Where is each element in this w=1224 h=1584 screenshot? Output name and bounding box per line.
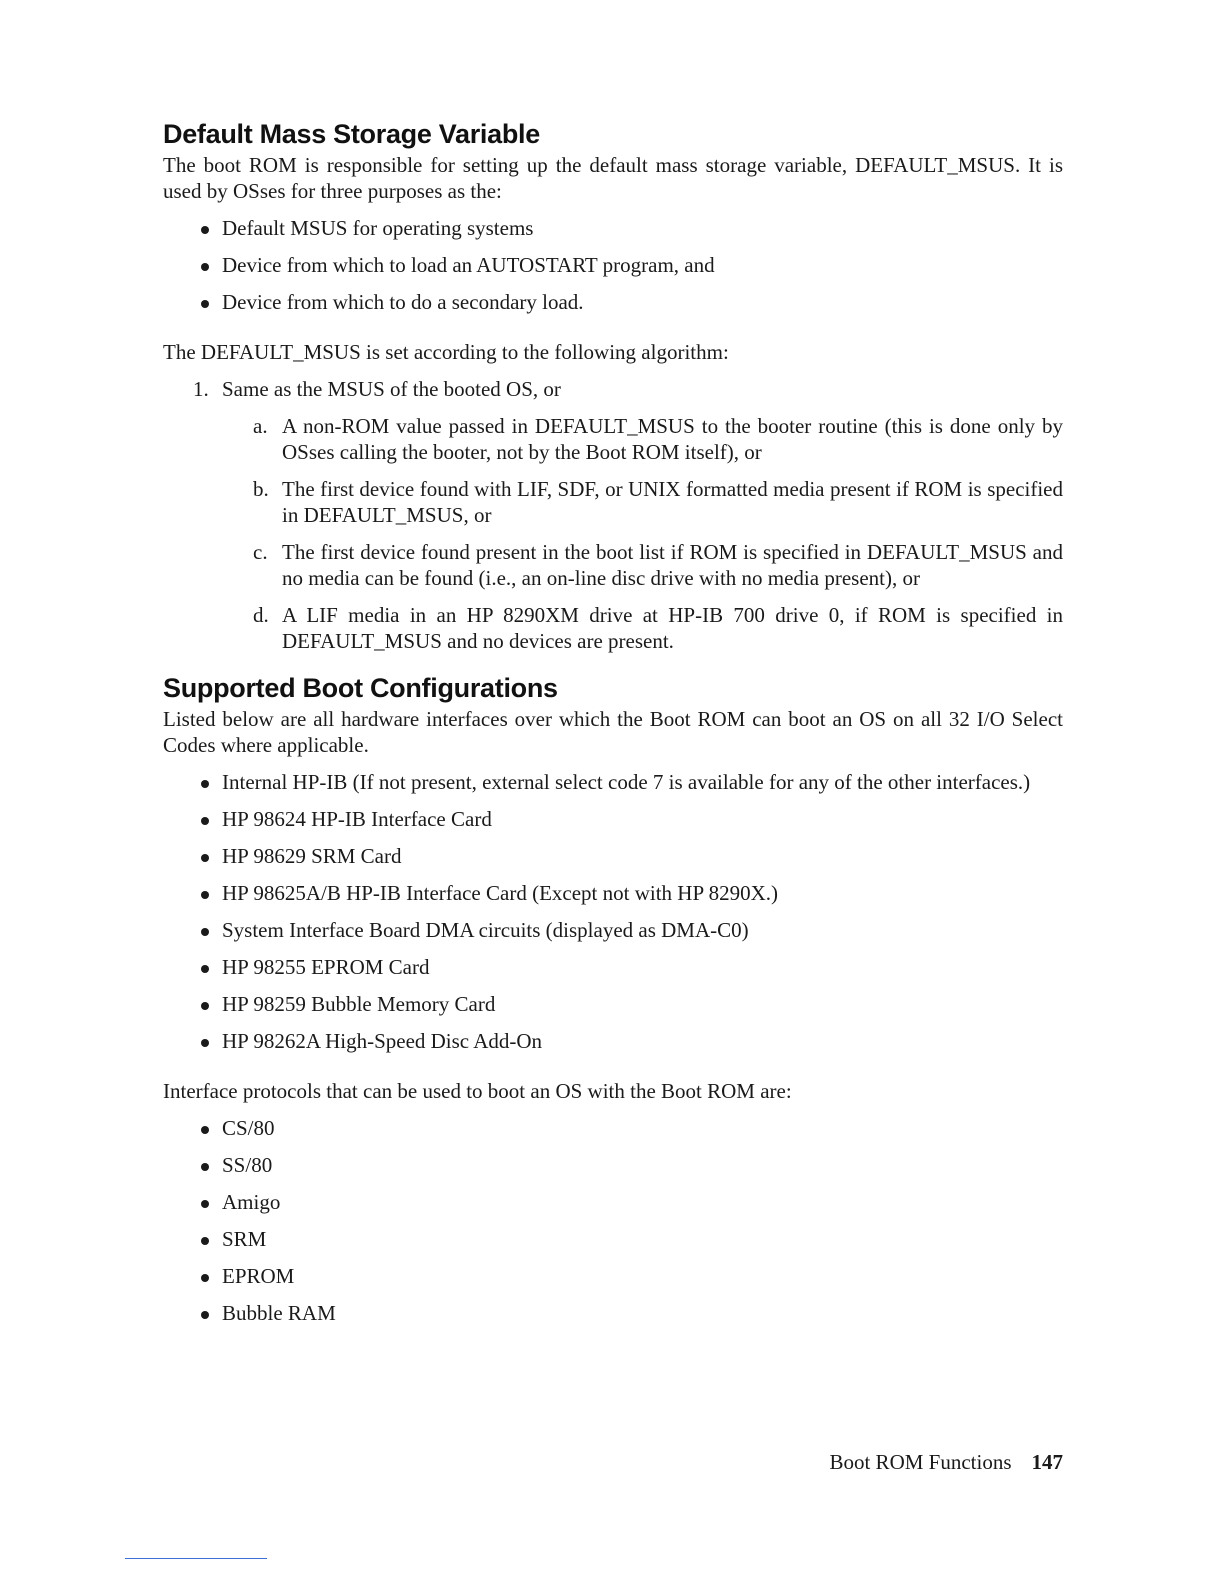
substep-item: c. The first device found present in the boot list if ROM is specified in DEFAULT_MSUS and no media can be found (i.e., an on-line disc drive with no media present), or [253,540,1063,590]
section-heading-default-mass-storage: Default Mass Storage Variable [163,119,540,149]
purpose-list [163,215,1063,315]
page-content [163,116,1063,1326]
section-heading-supported-boot-configurations: Supported Boot Configurations [163,673,558,703]
bullet-icon [201,1002,209,1010]
list-item: Bubble RAM [163,1300,1063,1326]
bullet-icon [201,1237,209,1245]
list-item: Internal HP-IB (If not present, external select code 7 is available for any of the other interfaces.) [163,769,1063,795]
bullet-icon [201,1039,209,1047]
step-number: 1. [193,377,209,401]
bullet-icon [201,1274,209,1282]
link-underline [125,1558,267,1559]
bullet-icon [201,928,209,936]
section1-intro: The boot ROM is responsible for setting up the default mass storage variable, DEFAULT_MSUS. It is used by OSses for three purposes as the: [163,153,1063,203]
list-item: HP 98259 Bubble Memory Card [163,991,1063,1017]
page-number: 147 [1031,1450,1063,1474]
bullet-icon [201,1200,209,1208]
list-item: HP 98624 HP-IB Interface Card [163,806,1063,832]
step-text: Same as the MSUS of the booted OS, or [222,377,561,401]
bullet-icon [201,780,209,788]
page-footer [829,1449,1063,1475]
list-item: HP 98262A High-Speed Disc Add-On [163,1028,1063,1054]
bullet-icon [201,263,209,271]
bullet-icon [201,965,209,973]
substep-item: b. The first device found with LIF, SDF, or UNIX formatted media present if ROM is specified in DEFAULT_MSUS, or [253,477,1063,527]
list-item: SS/80 [163,1152,1063,1178]
list-item: EPROM [163,1263,1063,1289]
bullet-icon [201,300,209,308]
list-item: Device from which to load an AUTOSTART program, and [163,252,1063,278]
section2-intro: Listed below are all hardware interfaces over which the Boot ROM can boot an OS on all 32 I/O Select Codes where applicable. [163,707,1063,757]
protocol-list [163,1115,1063,1326]
substep-item: a. A non-ROM value passed in DEFAULT_MSUS to the booter routine (this is done only by OSses calling the booter, not by the Boot ROM itself), or [253,414,1063,464]
bullet-icon [201,854,209,862]
algorithm-substeps [163,413,1063,654]
list-item: HP 98629 SRM Card [163,843,1063,869]
list-item: Amigo [163,1189,1063,1215]
substep-item: d. A LIF media in an HP 8290XM drive at HP-IB 700 drive 0, if ROM is specified in DEFAULT_MSUS and no devices are present. [253,603,1063,653]
bullet-icon [201,817,209,825]
list-item: SRM [163,1226,1063,1252]
bullet-icon [201,1311,209,1319]
list-item: HP 98255 EPROM Card [163,954,1063,980]
list-item: Device from which to do a secondary load. [163,289,1063,315]
list-item: System Interface Board DMA circuits (displayed as DMA-C0) [163,917,1063,943]
algorithm-step [163,376,1063,402]
list-item: Default MSUS for operating systems [163,215,1063,241]
algorithm-steps [163,376,1063,402]
algorithm-intro: The DEFAULT_MSUS is set according to the following algorithm: [163,340,729,364]
bullet-icon [201,1163,209,1171]
protocols-intro: Interface protocols that can be used to boot an OS with the Boot ROM are: [163,1079,792,1103]
chapter-title: Boot ROM Functions [829,1450,1012,1474]
list-item: HP 98625A/B HP-IB Interface Card (Except not with HP 8290X.) [163,880,1063,906]
bullet-icon [201,1126,209,1134]
bullet-icon [201,226,209,234]
interface-list [163,769,1063,1054]
list-item: CS/80 [163,1115,1063,1141]
bullet-icon [201,891,209,899]
